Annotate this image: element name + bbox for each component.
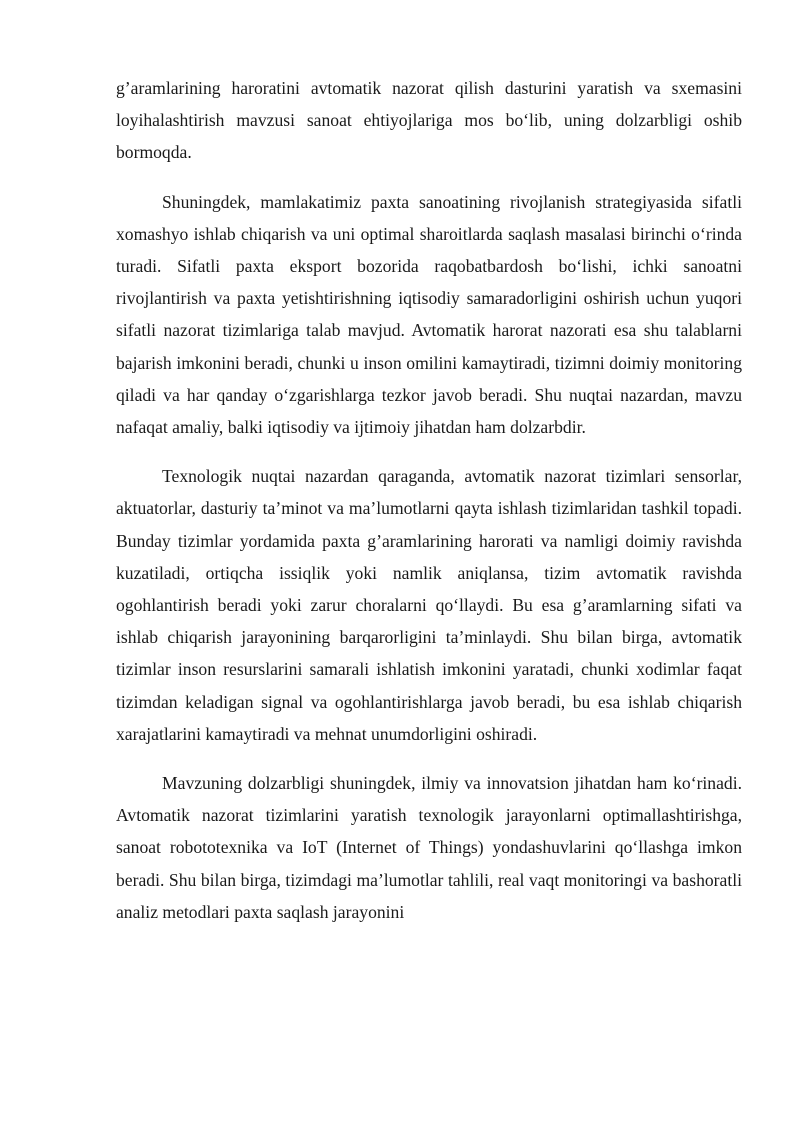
paragraph-1: g’aramlarining haroratini avtomatik nazorat qilish dasturini yaratish va sxemasini loyihalashtirish mavzusi sanoat ehtiyojlariga mos bo‘lib, uning dolzarbligi oshib bormoqda. (116, 78, 742, 163)
paragraph-2: Shuningdek, mamlakatimiz paxta sanoatining rivojlanish strategiyasida sifatli xomashyo ishlab chiqarish va uni optimal sharoitlarda saqlash masalasi birinchi o‘rinda turadi. Sifatli paxta eksport bozorida raqobatbardosh bo‘lishi, ichki sanoatni rivojlantirish va paxta yetishtirishning iqtisodiy samaradorligini oshirish uchun yuqori sifatli nazorat tizimlariga talab mavjud. Avtomatik harorat nazorati esa shu talablarni bajarish imkonini beradi, chunki u inson omilini kamaytiradi, tizimni doimiy monitoring qiladi va har qanday o‘zgarishlarga tezkor javob beradi. Shu nuqtai nazardan, mavzu nafaqat amaliy, balki iqtisodiy va ijtimoiy jihatdan ham dolzarbdir. (116, 191, 742, 438)
document-body (116, 72, 742, 928)
paragraph-4: Mavzuning dolzarbligi shuningdek, ilmiy va innovatsion jihatdan ham ko‘rinadi. Avtomatik nazorat tizimlarini yaratish texnologik jarayonlarni optimallashtirishga, sanoat robototexnika va IoT (Internet of Things) yondashuvlarini qo‘llashga imkon beradi. Shu bilan birga, tizimdagi ma’lumotlar tahlili, real vaqt monitoringi va bashoratli analiz metodlari paxta saqlash jarayonini (116, 773, 742, 922)
paragraph-3: Texnologik nuqtai nazardan qaraganda, avtomatik nazorat tizimlari sensorlar, aktuatorlar, dasturiy ta’minot va ma’lumotlarni qayta ishlash tizimlaridan tashkil topadi. Bunday tizimlar yordamida paxta g’aramlarining harorati va namligi doimiy ravishda kuzatiladi, ortiqcha issiqlik yoki namlik aniqlansa, tizim avtomatik ravishda ogohlantirish beradi yoki zarur choralarni qo‘llaydi. Bu esa g’aramlarning sifati va ishlab chiqarish jarayonining barqarorligini ta’minlaydi. Shu bilan birga, avtomatik tizimlar inson resurslarini samarali ishlatish imkonini yaratadi, chunki xodimlar faqat tizimdan keladigan signal va ogohlantirishlarga javob beradi, bu esa ishlab chiqarish xarajatlarini kamaytiradi va mehnat unumdorligini oshiradi. (116, 466, 742, 744)
